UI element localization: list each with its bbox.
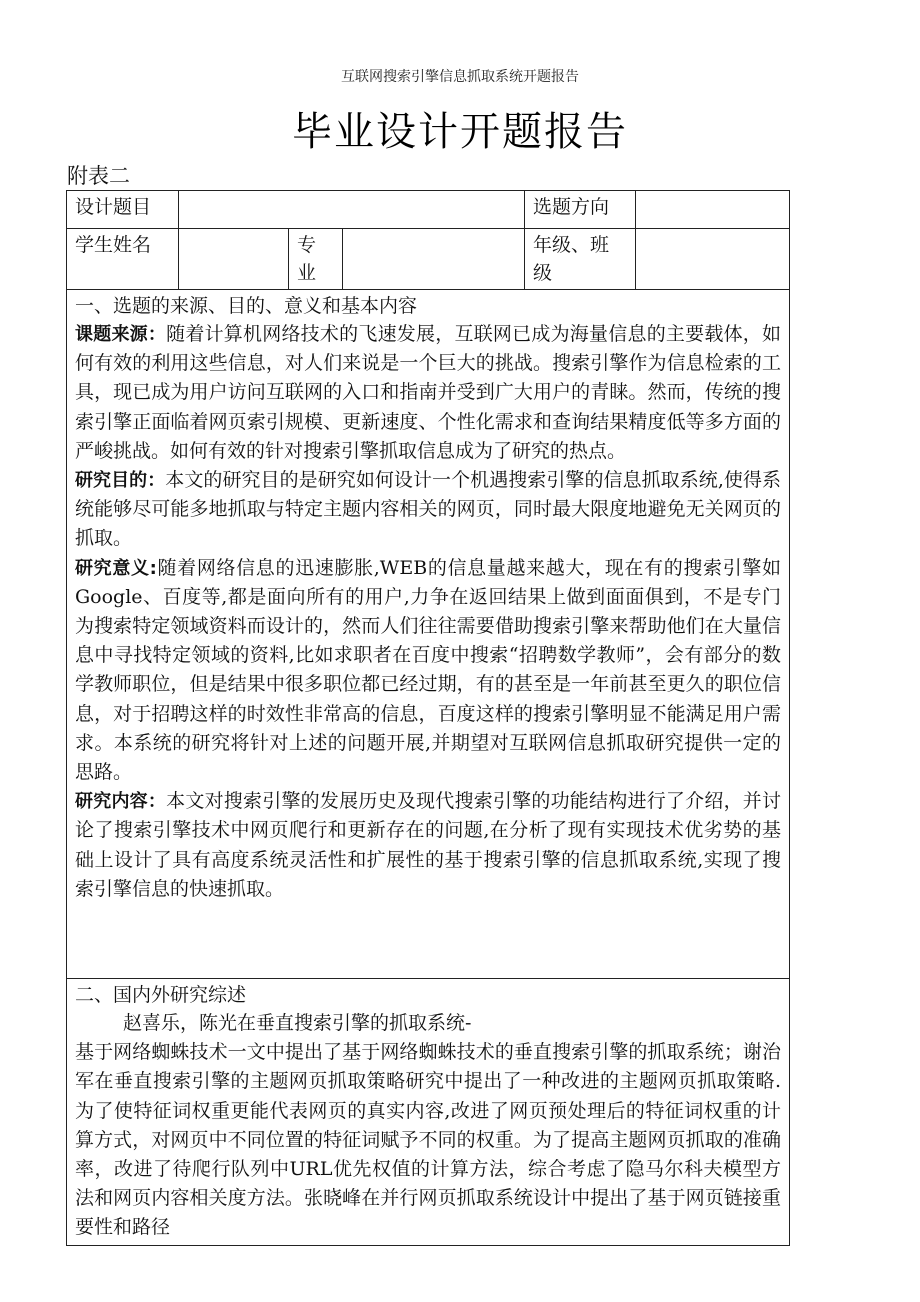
section2-heading: 二、国内外研究综述 (75, 984, 247, 1006)
design-topic-label: 设计题目 (67, 191, 179, 229)
review-body: 基于网络蜘蛛技术一文中提出了基于网络蜘蛛技术的垂直搜索引擎的抓取系统；谢治军在垂直搜索引擎的主题网页抓取策略研究中提出了一种改进的主题网页抓取策略.为了使特征词权重更能代表网页的真实内容,改进了网页预处理后的特征词权重的计算方式，对网页中不同位置的特征词赋予不同的权重。为了提高主题网页抓取的准确率，改进了待爬行队列中URL优先权值的计算方法，综合考虑了隐马尔科夫模型方法和网页内容相关度方法。张晓峰在并行网页抓取系统设计中提出了基于网页链接重要性和路径 (75, 1041, 782, 1239)
section-source-purpose (67, 290, 790, 979)
major-label (289, 229, 343, 290)
content-lead: 研究内容： (75, 791, 167, 813)
grade-class-label (525, 229, 636, 290)
review-first-line: 赵喜乐，陈光在垂直搜索引擎的抓取系统- (123, 1012, 472, 1034)
topic-direction-label: 选题方向 (525, 191, 636, 229)
source-text: 随着计算机网络技术的飞速发展，互联网已成为海量信息的主要载体，如何有效的利用这些信息，对人们来说是一个巨大的挑战。搜索引擎作为信息检索的工具，现已成为用户访问互联网的入口和指南并受到广大用户的青睐。然而，传统的搜索引擎正面临着网页索引规模、更新速度、个性化需求和查询结果精度低等多方面的严峻挑战。如何有效的针对搜索引擎抓取信息成为了研究的热点。 (75, 323, 782, 462)
paragraph-meaning (75, 554, 781, 788)
grade-class-field[interactable] (636, 229, 790, 290)
form-row-section2 (67, 979, 790, 1246)
section-research-review (67, 979, 790, 1246)
grade-class-label-line2: 级 (533, 262, 553, 284)
document-title: 毕业设计开题报告 (292, 109, 628, 155)
student-name-label: 学生姓名 (67, 229, 179, 290)
topic-direction-field[interactable] (636, 191, 790, 229)
form-row-topic (67, 191, 790, 229)
content-text: 本文对搜索引擎的发展历史及现代搜索引擎的功能结构进行了介绍，并讨论了搜索引擎技术中网页爬行和更新存在的问题,在分析了现有实现技术优劣势的基础上设计了具有高度系统灵活性和扩展性的基于搜索引擎的信息抓取系统,实现了搜索引擎信息的快速抓取。 (75, 790, 782, 900)
paragraph-content (75, 787, 781, 904)
purpose-lead: 研究目的： (75, 470, 166, 492)
major-field[interactable] (343, 229, 525, 290)
student-name-field[interactable] (179, 229, 289, 290)
proposal-form-table (66, 190, 790, 1246)
running-header: 互联网搜索引擎信息抓取系统开题报告 (341, 69, 579, 85)
purpose-text: 本文的研究目的是研究如何设计一个机遇搜索引擎的信息抓取系统,使得系统能够尽可能多地抓取与特定主题内容相关的网页，同时最大限度地避免无关网页的抓取。 (75, 469, 782, 550)
section1-heading: 一、选题的来源、目的、意义和基本内容 (75, 295, 418, 317)
source-lead: 课题来源： (75, 324, 167, 345)
major-label-line2: 业 (297, 262, 317, 284)
meaning-text: 随着网络信息的迅速膨胀,WEB的信息量越来越大，现在有的搜索引擎如Google、百度等,都是面向所有的用户,力争在返回结果上做到面面俱到，不是专门为搜索特定领域资料而设计的，然而人们往往需要借助搜索引擎来帮助他们在大量信息中寻找特定领域的资料,比如求职者在百度中搜索“招聘数学教师”，会有部分的数学教师职位，但是结果中很多职位都已经过期，有的甚至是一年前甚至更久的职位信息，对于招聘这样的时效性非常高的信息，百度这样的搜索引擎明显不能满足用户需求。本系统的研究将针对上述的问题开展,并期望对互联网信息抓取研究提供一定的思路。 (75, 556, 782, 784)
design-topic-field[interactable] (179, 191, 525, 229)
form-row-student (67, 229, 790, 290)
meaning-lead: 研究意义: (75, 557, 157, 579)
paragraph-source (75, 320, 781, 466)
paragraph-purpose (75, 466, 781, 554)
grade-class-label-line1: 年级、班 (533, 234, 610, 256)
major-label-line1: 专 (297, 234, 317, 256)
appendix-label: 附表二 (67, 164, 130, 188)
form-row-section1 (67, 290, 790, 979)
